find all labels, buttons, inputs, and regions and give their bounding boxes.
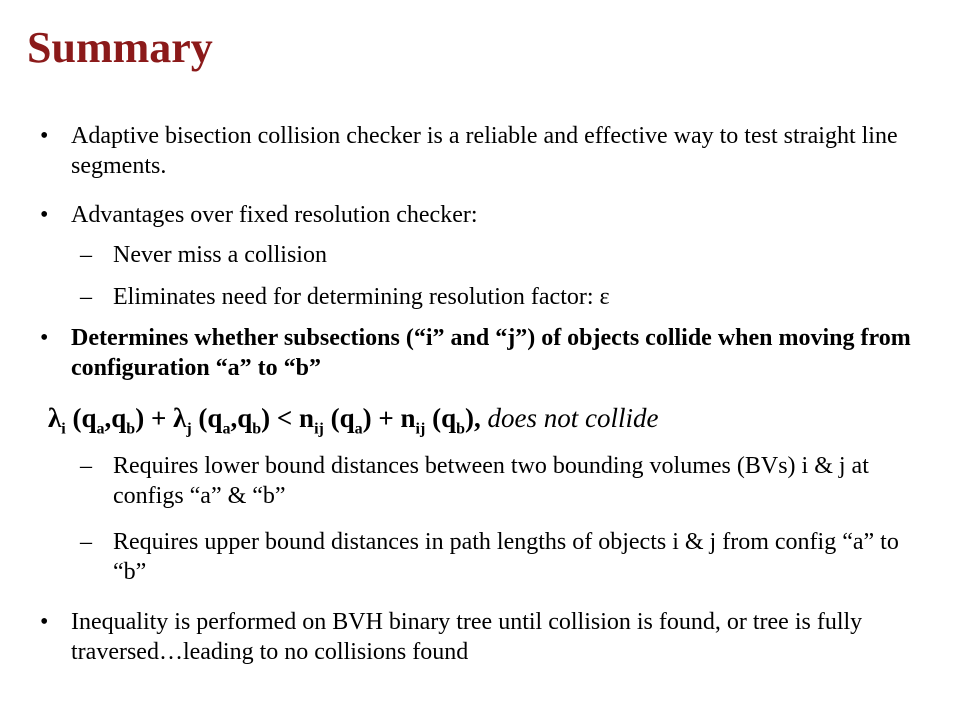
sub-bullet-dash: –	[80, 453, 92, 479]
inequality-formula	[48, 398, 928, 449]
bullet-text: Advantages over fixed resolution checker:	[71, 202, 478, 228]
bullet-dot: •	[40, 123, 49, 149]
bullet-text: Inequality is performed on BVH binary tree until collision is found, or tree is fully traversed…leading to no collisions found	[71, 609, 863, 665]
sub-bullet-text: Eliminates need for determining resolution factor: ε	[113, 284, 610, 310]
sub-bullet-text: Requires upper bound distances in path lengths of objects i & j from config “a” to “b”	[113, 529, 899, 585]
bullet-text: Determines whether subsections (“i” and “j”) of objects collide when moving from configuration “a” to “b”	[71, 325, 911, 381]
bullet-text: Adaptive bisection collision checker is a reliable and effective way to test straight line segments.	[71, 123, 898, 179]
sub-bullet-dash: –	[80, 242, 92, 268]
sub-bullet-dash: –	[80, 284, 92, 310]
sub-bullet-text: Never miss a collision	[113, 242, 327, 268]
sub-bullet-text: Requires lower bound distances between two bounding volumes (BVs) i & j at configs “a” & “b”	[113, 453, 869, 509]
sub-bullet-dash: –	[80, 529, 92, 555]
formula-note: does not collide	[487, 403, 659, 433]
bullet-dot: •	[40, 325, 49, 351]
bullet-dot: •	[40, 202, 49, 228]
bullet-dot: •	[40, 609, 49, 635]
formula-expression: $\lambda_i$ $(q_a,q_b) + \lambda_j$ $(q_a,q_b) < n_{ij}$ $(q_a) + n_{ij}$ $(q_b)$,	[48, 403, 488, 438]
slide-title: Summary	[27, 23, 213, 72]
